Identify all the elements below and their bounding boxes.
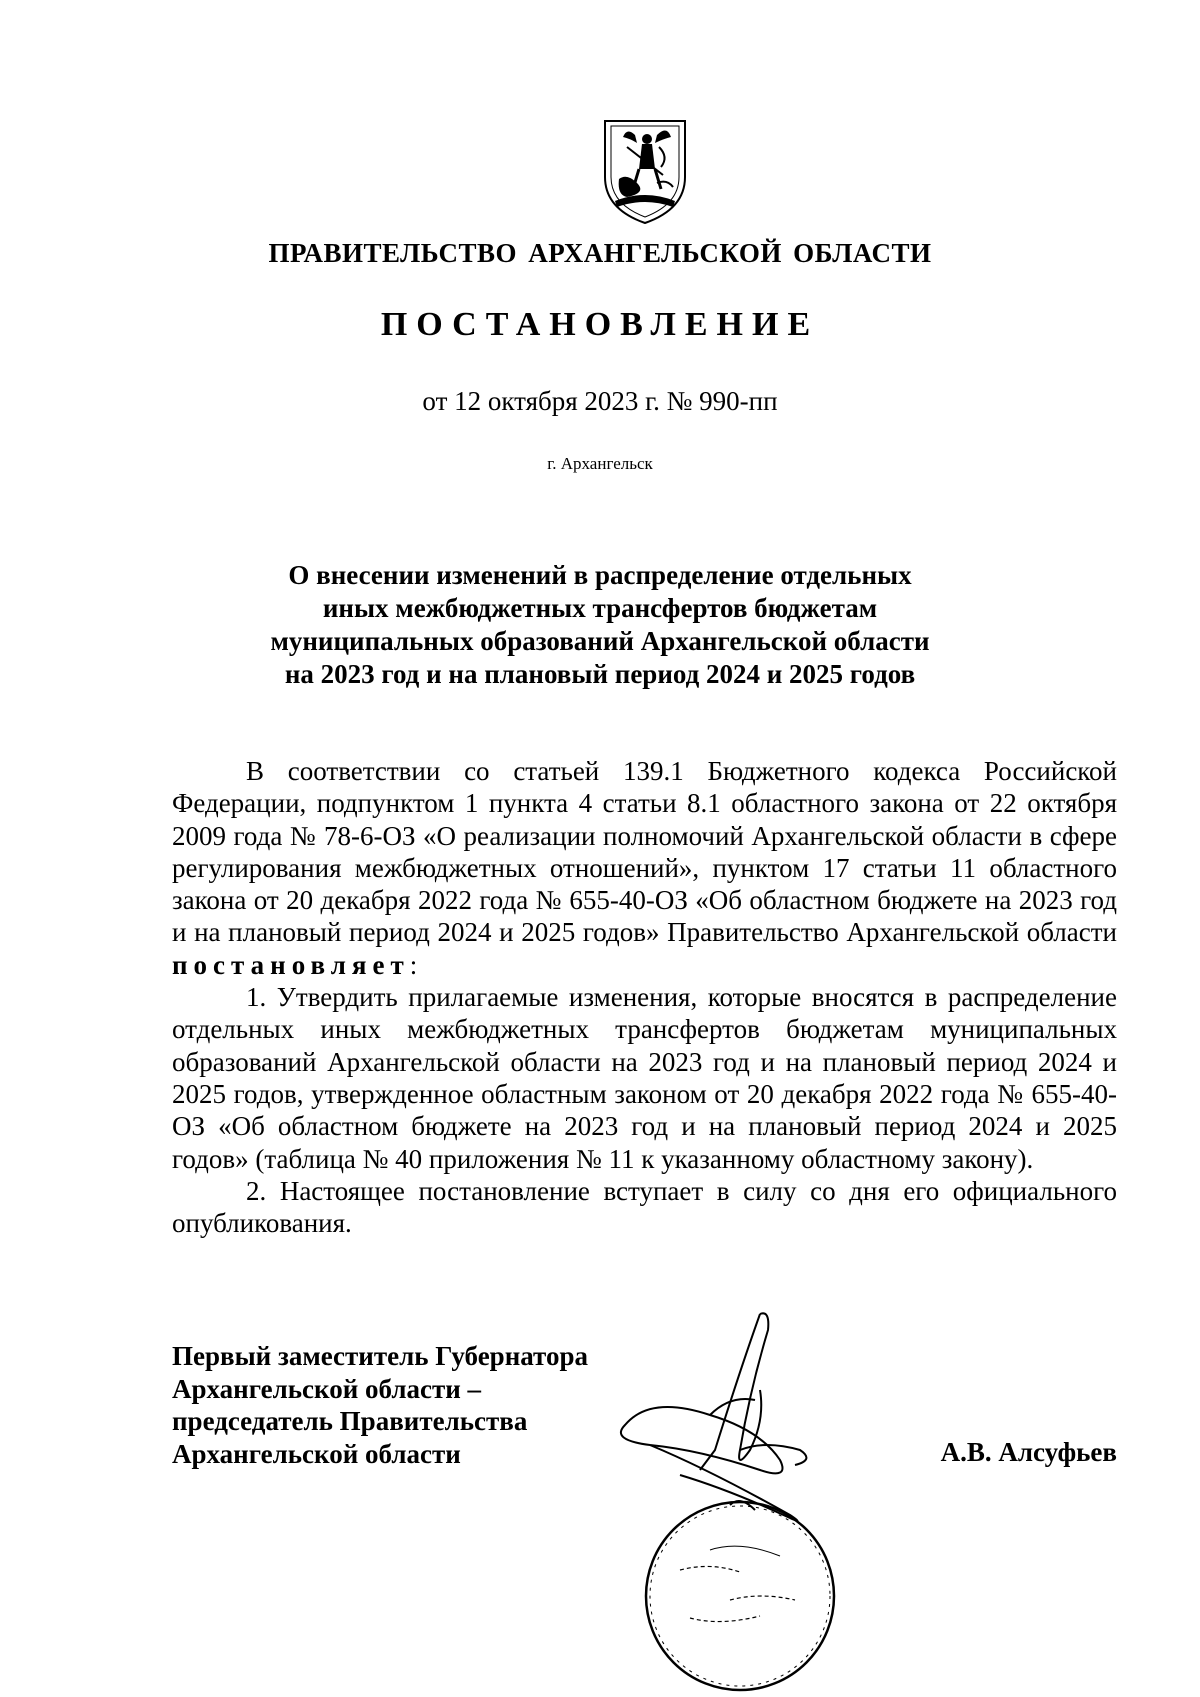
org-word-3: ОБЛАСТИ — [793, 238, 932, 268]
title-line: иных межбюджетных трансфертов бюджетам — [322, 593, 878, 623]
signer-position-line: Архангельской области – — [172, 1373, 482, 1404]
signature-and-seal — [590, 1300, 950, 1697]
item-2-paragraph: 2. Настоящее постановление вступает в силу со дня его официального опубликования. — [172, 1175, 1117, 1239]
org-word-2: АРХАНГЕЛЬСКОЙ — [528, 238, 782, 268]
org-word-1: ПРАВИТЕЛЬСТВО — [268, 238, 517, 268]
signer-position-line: Первый заместитель Губернатора — [172, 1341, 588, 1371]
document-title — [250, 559, 950, 691]
item-1-paragraph: 1. Утвердить прилагаемые изменения, которые вносятся в распределение отдельных иных межбюджетных трансфертов бюджетам муниципальных образований Архангельской области на 2023 год и на плановый период 2024 и 2025 годов, утвержденное областным законом от 20 декабря 2022 года № 655-40-ОЗ «Об областном бюджете на 2023 год и на плановый период 2024 и 2025 годов» (таблица № 40 приложения № 11 к указанному областному закону). — [172, 982, 1117, 1174]
organization-name — [0, 238, 1200, 269]
signer-position — [172, 1340, 588, 1470]
title-line: О внесении изменений в распределение отдельных — [288, 560, 912, 590]
decree-word: постановляет — [172, 949, 410, 980]
title-line: муниципальных образований Архангельской области — [270, 626, 930, 656]
decree-colon: : — [409, 949, 418, 980]
signer-name: А.В. Алсуфьев — [940, 1437, 1117, 1467]
signer-position-line: председатель Правительства — [172, 1406, 528, 1436]
handwritten-signature-icon — [621, 1313, 807, 1521]
city: г. Архангельск — [547, 454, 653, 473]
round-seal-icon — [646, 1502, 834, 1690]
intro-paragraph — [172, 755, 1117, 981]
document-type: ПОСТАНОВЛЕНИЕ — [380, 306, 820, 343]
document-body — [172, 755, 1117, 1239]
coat-of-arms-arkhangelsk-icon — [597, 117, 693, 227]
date-and-number: от 12 октября 2023 г. № 990-пп — [422, 386, 778, 416]
intro-text: В соответствии со статьей 139.1 Бюджетного кодекса Российской Федерации, подпунктом 1 пункта 4 статьи 8.1 областного закона от 22 октября 2009 года № 78-6-ОЗ «О реализации полномочий Архангельской области в сфере регулирования межбюджетных отношений», пунктом 17 статьи 11 областного закона от 20 декабря 2022 года № 655-40-ОЗ «Об областном бюджете на 2023 год и на плановый период 2024 и 2025 годов» Правительство Архангельской области — [172, 756, 1117, 948]
signer-position-line: Архангельской области — [172, 1438, 461, 1469]
title-line: на 2023 год и на плановый период 2024 и 2025 годов — [284, 659, 916, 689]
